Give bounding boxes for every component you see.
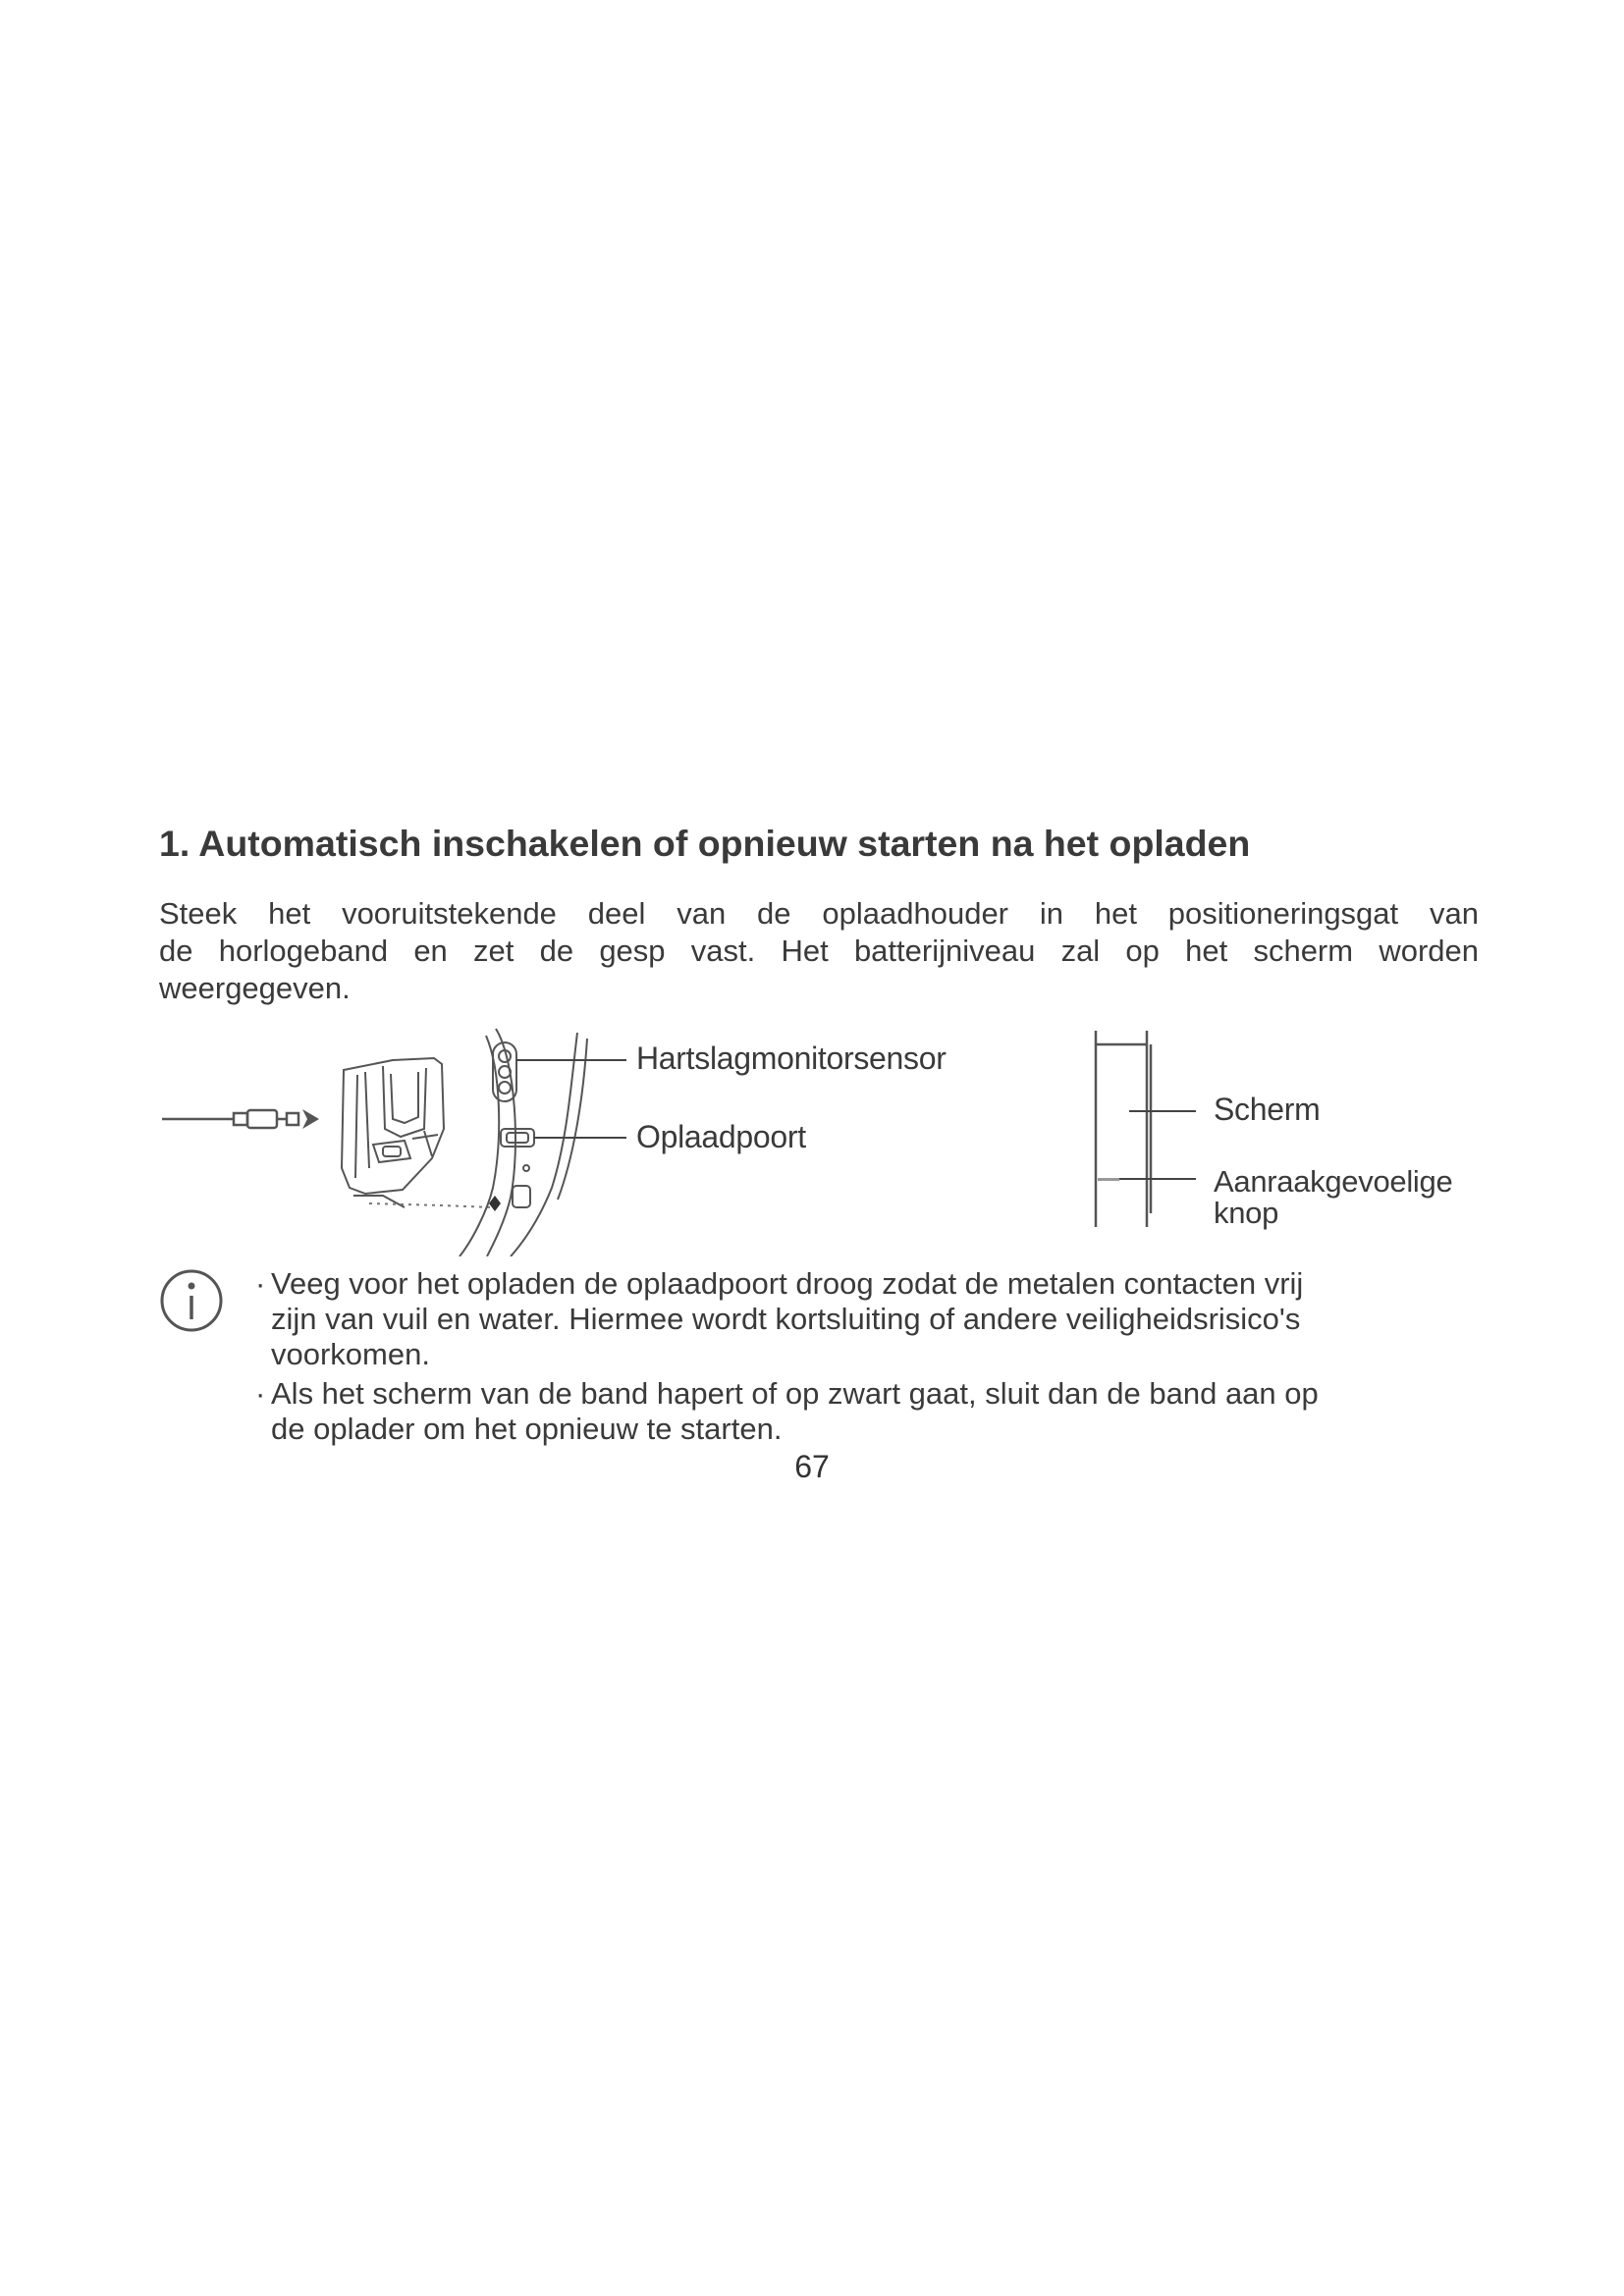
note-line: de oplader om het opnieuw te starten. — [271, 1412, 783, 1446]
intro-paragraph — [159, 895, 1479, 1011]
note-item — [255, 1376, 1532, 1447]
note-line: Veeg voor het opladen de oplaadpoort droog zodat de metalen contacten vrij — [271, 1266, 1304, 1301]
label-touch-button-line2: knop — [1214, 1196, 1279, 1230]
label-heart-rate-sensor: Hartslagmonitorsensor — [636, 1041, 947, 1076]
arrow-icon — [302, 1109, 319, 1129]
label-touch-button — [1214, 1166, 1508, 1229]
touch-button-mark — [1098, 1178, 1119, 1181]
charging-diagram — [147, 1021, 1502, 1256]
bullet-dot: · — [255, 1376, 266, 1411]
usb-cable-icon — [162, 1110, 298, 1128]
label-touch-button-line1: Aanraakgevoelige — [1214, 1164, 1453, 1199]
note-item — [255, 1266, 1532, 1372]
section-heading: 1. Automatisch inschakelen of opnieuw starten na het opladen — [159, 823, 1251, 864]
page-number: 67 — [794, 1449, 830, 1484]
intro-line: weergegeven. — [159, 971, 351, 1005]
note-line: voorkomen. — [271, 1337, 430, 1371]
note-line: zijn van vuil en water. Hiermee wordt kortsluiting of andere veiligheidsrisico's — [271, 1302, 1301, 1336]
band-side-view-icon — [1096, 1031, 1151, 1227]
bullet-dot: · — [255, 1266, 266, 1301]
charging-cradle-icon — [342, 1058, 444, 1207]
alignment-line — [369, 1203, 493, 1207]
watch-band-icon — [460, 1029, 587, 1256]
info-icon — [157, 1266, 226, 1335]
label-screen: Scherm — [1214, 1092, 1321, 1127]
intro-line: de horlogeband en zet de gesp vast. Het batterijniveau zal op het scherm worden — [159, 934, 1479, 968]
label-charging-port: Oplaadpoort — [636, 1119, 806, 1154]
intro-line: Steek het vooruitstekende deel van de oplaadhouder in het positioneringsgat van — [159, 896, 1479, 931]
note-line: Als het scherm van de band hapert of op zwart gaat, sluit dan de band aan op — [271, 1376, 1319, 1411]
